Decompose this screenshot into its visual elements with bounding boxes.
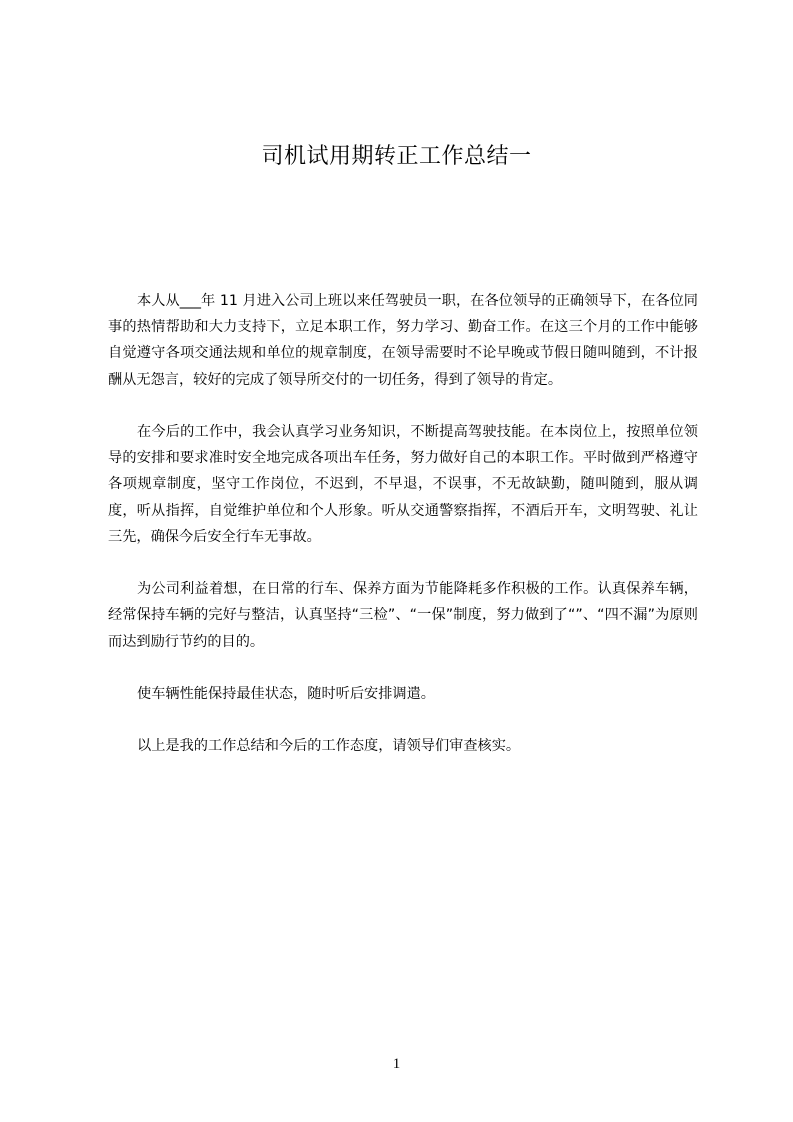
document-body <box>108 288 698 786</box>
paragraph-3: 为公司利益着想，在日常的行车、保养方面为节能降耗多作积极的工作。认真保养车辆，经常保持车辆的完好与整洁，认真坚持“三检”、“一保”制度，努力做到了“”、“四不漏”为原则而达到励行节约的目的。 <box>108 581 698 650</box>
paragraph-1: 本人从___年 11 月进入公司上班以来任驾驶员一职，在各位领导的正确领导下，在各位同事的热情帮助和大力支持下，立足本职工作，努力学习、勤奋工作。在这三个月的工作中能够自觉遵守各项交通法规和单位的规章制度，在领导需要时不论早晚或节假日随叫随到，不计报酬从无怨言，较好的完成了领导所交付的一切任务，得到了领导的肯定。 <box>108 293 698 388</box>
paragraph-2: 在今后的工作中，我会认真学习业务知识，不断提高驾驶技能。在本岗位上，按照单位领导的安排和要求准时安全地完成各项出车任务，努力做好自己的本职工作。平时做到严格遵守各项规章制度，坚守工作岗位，不迟到，不早退，不误事，不无故缺勤，随叫随到，服从调度，听从指挥，自觉维护单位和个人形象。听从交通警察指挥，不酒后开车，文明驾驶、礼让三先，确保今后安全行车无事故。 <box>108 424 698 545</box>
document-title: 司机试用期转正工作总结一 <box>261 144 532 169</box>
page-number: 1 <box>392 1056 401 1072</box>
paragraph-4: 使车辆性能保持最佳状态，随时听后安排调遣。 <box>137 686 435 702</box>
paragraph-5: 以上是我的工作总结和今后的工作态度，请领导们审查核实。 <box>137 738 521 755</box>
